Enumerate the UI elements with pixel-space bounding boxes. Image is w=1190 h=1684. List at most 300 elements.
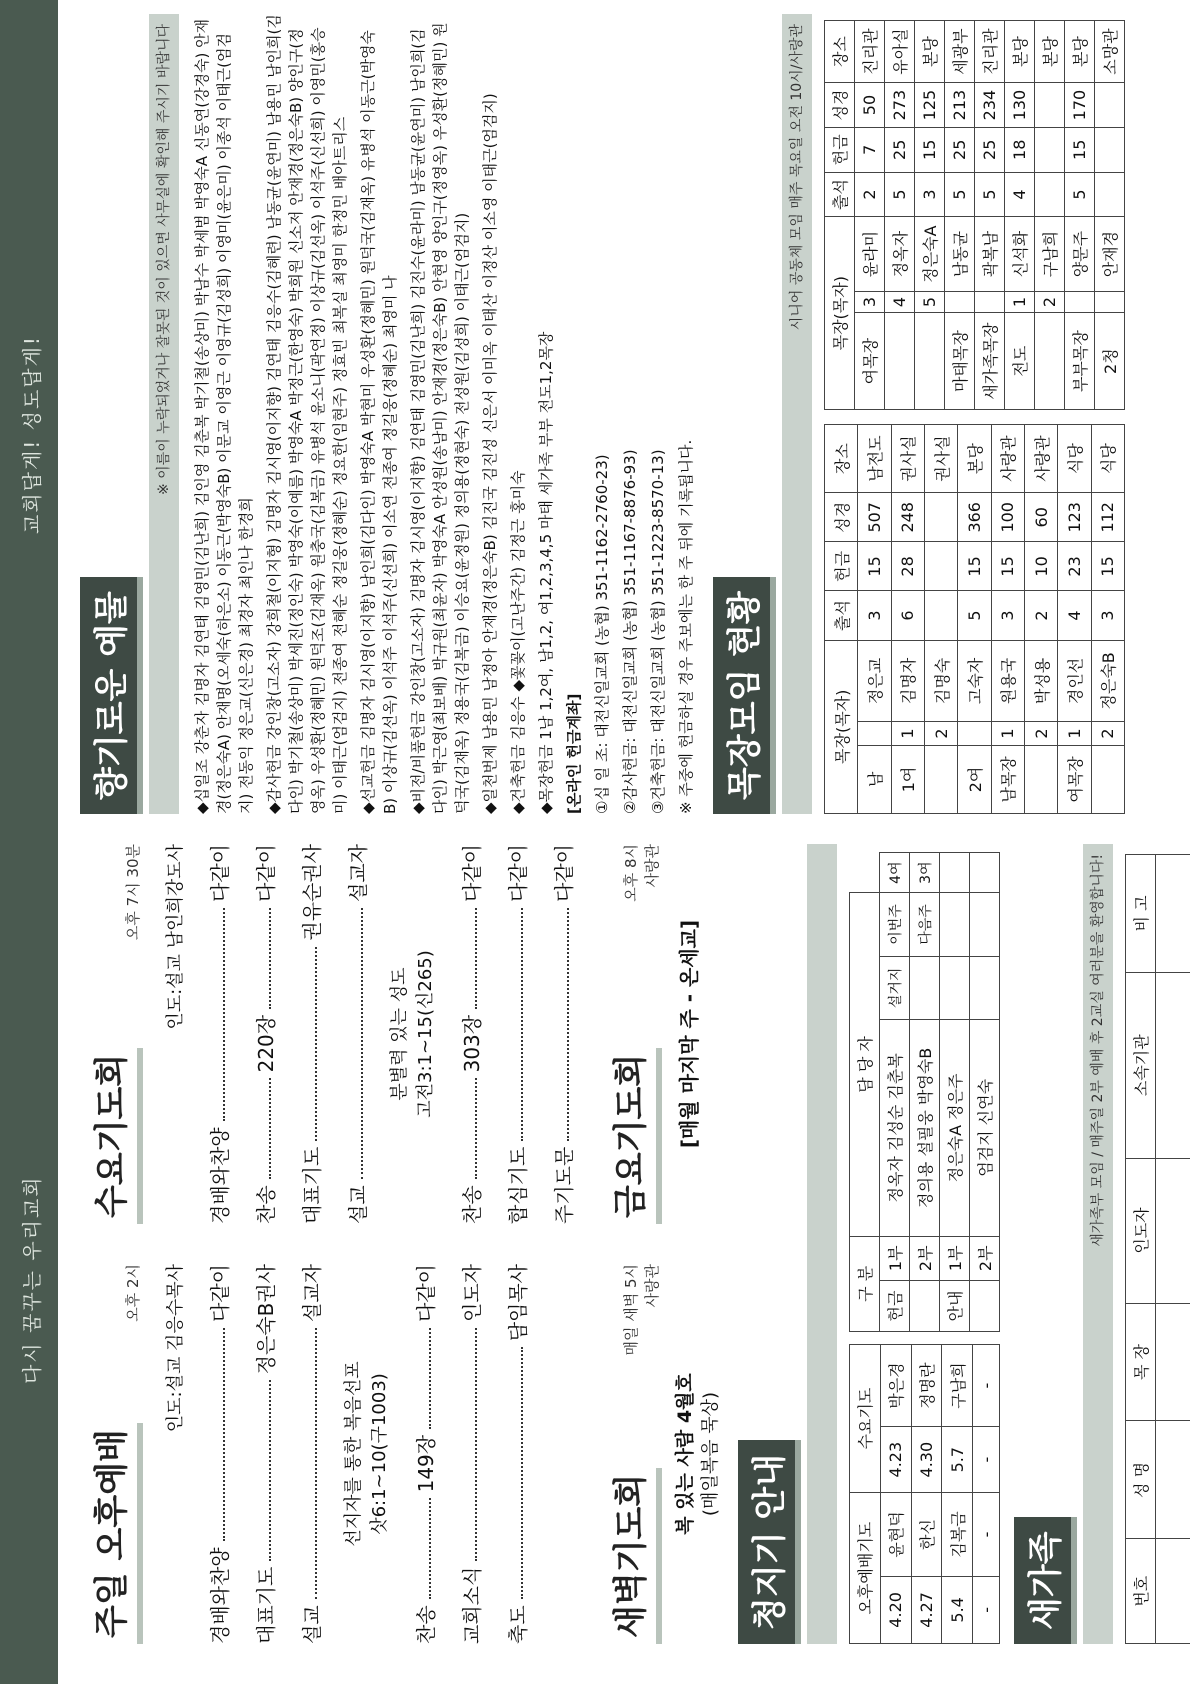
table-cell: 5 — [945, 172, 975, 217]
table-cell: 18 — [1005, 127, 1035, 172]
table-cell: 248 — [891, 493, 924, 542]
table-cell: 2부 — [970, 1236, 1000, 1280]
section-bar — [782, 14, 812, 814]
table-cell: 신석화 — [1005, 217, 1035, 291]
friday-time: 오후 8시 — [622, 844, 640, 902]
table-cell: 23 — [1058, 542, 1091, 591]
table-row — [1005, 21, 1035, 410]
leader-dots — [509, 908, 523, 1141]
table-row — [880, 1345, 911, 1644]
program-label: 설교 — [345, 1185, 370, 1224]
table-row — [915, 21, 945, 410]
table-cell — [1095, 127, 1125, 172]
service-time: 오후 2시 — [124, 1264, 142, 1322]
table-cell: 사랑관 — [1024, 425, 1057, 493]
table-cell: 28 — [891, 542, 924, 591]
program-row — [447, 844, 493, 1224]
section-bar — [149, 14, 179, 814]
dawn-place: 사랑관 — [643, 1264, 661, 1308]
sermon-ref: 삿6:1~10(구1003) — [369, 1373, 390, 1535]
table-row — [880, 853, 910, 1332]
table-cell: 6 — [891, 591, 924, 640]
table-cell — [940, 956, 970, 1019]
section-title: 주일 오후예배 — [80, 1423, 143, 1644]
table-cell: 4.27 — [911, 1576, 942, 1643]
cell-table-right — [824, 20, 1125, 410]
leader-dots — [509, 1347, 523, 1599]
table-cell: 25 — [945, 127, 975, 172]
table-cell: 5 — [885, 172, 915, 217]
table-cell: 박성용 — [1024, 640, 1057, 722]
col-head: 목장(목자) — [825, 217, 855, 410]
table-cell: 3여 — [910, 853, 940, 893]
table-cell: 남목장 — [991, 745, 1024, 813]
table-cell: 엄검지 신연숙 — [970, 1020, 1000, 1237]
table-cell — [1095, 291, 1125, 313]
table-cell: 윤라미 — [855, 217, 885, 291]
account-line: ①십 일 조: 대전신일교회 (농협) 351-1162-2760-23) — [593, 454, 611, 814]
table-cell: 15 — [915, 127, 945, 172]
table-cell: 여목장 — [855, 313, 885, 410]
table-cell: 다음주 — [910, 893, 940, 956]
service-time: 오후 7시 30분 — [124, 844, 142, 941]
table-row — [1058, 425, 1091, 814]
leader-dots — [349, 908, 363, 1179]
table-cell: 2 — [855, 172, 885, 217]
table-row — [858, 425, 891, 814]
col-head: 출석 — [825, 591, 858, 640]
table-cell — [958, 722, 991, 746]
sermon-title: 분별력 있는 성도 — [389, 967, 410, 1101]
leader-dots — [257, 908, 271, 1009]
section-title: 향기로운 예물 — [80, 577, 143, 814]
table-cell — [885, 313, 915, 410]
offering-paragraph: ◆비전/비품헌금 강인창(고소자) 김명자 김시영(이지향) 김연태 김영민(김난희) 김진수(윤라미) 남동균(윤연미) 남인희(김다인) 박근영(최보배) 박규원(최윤자) 박영숙A 안성원(송남미) 안재경(정은숙B) 안현영 양인구(정영옥) 우성환(정혜민) 원덕국(김재옥) 정용국(김복금) 이승요(윤정원) 정의용(정현숙) 전성원(김성희) 이태근(엄검지) — [409, 22, 471, 814]
dawn-line1: 복 있는 사람 4월호 — [674, 1373, 696, 1535]
table-row — [855, 21, 885, 410]
left-motto: 다시 꿈꾸는 우리교회 — [20, 1175, 44, 1384]
program-row — [287, 844, 333, 1224]
program-label: 축도 — [505, 1605, 530, 1644]
table-cell: 273 — [885, 83, 915, 128]
table-cell: 4.23 — [880, 1427, 911, 1493]
cell-note: 시니어 공동체 모임 매주 목요일 오전 10시/사랑관 — [789, 24, 805, 331]
table-cell: 1부 — [940, 1236, 970, 1280]
program-label: 합심기도 — [505, 1146, 530, 1224]
table-cell — [924, 493, 957, 542]
table-cell — [858, 722, 891, 746]
account-line: ②감사헌금: 대전신일교회 (농협) 351-1167-8876-93) — [621, 449, 639, 814]
table-cell: 부부목장 — [1065, 313, 1095, 410]
leader-dots — [303, 1328, 317, 1599]
table-cell: 4 — [1058, 591, 1091, 640]
table-cell: 안내 — [940, 1280, 970, 1331]
table-row — [1065, 21, 1095, 410]
program-who: 인도자 — [459, 1264, 484, 1322]
program-who: 정은숙B권사 — [253, 1264, 278, 1375]
cell-status-section — [713, 14, 1125, 814]
table-cell: 진리관 — [855, 21, 885, 83]
table-row — [1024, 425, 1057, 814]
table-cell: 본당 — [958, 425, 991, 493]
program-row — [195, 1264, 241, 1644]
table-cell: 5 — [1065, 172, 1095, 217]
table-cell: 김명숙 — [924, 640, 957, 722]
table-cell — [1035, 83, 1065, 128]
table-cell — [940, 893, 970, 956]
table-cell: 한신 — [911, 1493, 942, 1577]
table-cell: 소망관 — [1095, 21, 1125, 83]
table-cell: 15 — [958, 542, 991, 591]
table-cell — [1095, 83, 1125, 128]
table-cell — [915, 313, 945, 410]
right-page — [80, 14, 1120, 814]
sermon-ref: 고전3:1~15(신265) — [415, 950, 436, 1118]
offering-note: ※ 이름이 누락되었거나 잘못된 것이 있으면 사무실에 확인해 주시기 바랍니다 — [156, 24, 172, 496]
leader-dots — [463, 1078, 477, 1179]
col-head: 장소 — [825, 21, 855, 83]
table-row — [1035, 21, 1065, 410]
leader-dots — [303, 947, 317, 1141]
prayer-table — [849, 1344, 1000, 1644]
program-who: 담임목사 — [505, 1264, 530, 1342]
table-cell: 1 — [1005, 291, 1035, 313]
table-cell: 5.4 — [942, 1576, 973, 1643]
table-row — [911, 1345, 942, 1644]
friday-section — [599, 844, 724, 1224]
table-cell: 2 — [1024, 722, 1057, 746]
col-head: 출석 — [825, 172, 855, 217]
section-bar — [1083, 844, 1113, 1644]
table-cell: 2 — [924, 722, 957, 746]
table-cell: 4여 — [880, 853, 910, 893]
offering-paragraph: ◆일천번제 남용민 남정아 안재경(정은숙B) 김진국 김진성 신은서 이미옥 이태산 이정산 이소영 이태근(엄검지) — [481, 93, 499, 814]
table-cell: 3 — [855, 291, 885, 313]
table-cell: 식당 — [1058, 425, 1091, 493]
table-cell — [940, 853, 970, 893]
leader-dots — [211, 1328, 225, 1541]
table-cell: 진리관 — [975, 21, 1005, 83]
col-head: 담 당 자 — [850, 893, 880, 1236]
program-label: 주기도문 — [551, 1146, 576, 1224]
table-row — [958, 425, 991, 814]
table-cell — [945, 291, 975, 313]
table-cell: 정의용 설필웅 박영숙B — [910, 1020, 940, 1237]
table-cell: 고숙자 — [958, 640, 991, 722]
dawn-line2: (매일복음 묵상) — [700, 1391, 721, 1517]
section-title: 새가족 — [1014, 1517, 1077, 1644]
program-hymn: 220장 — [253, 1014, 278, 1073]
table-cell: 507 — [858, 493, 891, 542]
table-cell — [910, 1280, 940, 1331]
col-head: 수요기도 — [850, 1345, 881, 1493]
table-cell: 25 — [975, 127, 1005, 172]
table-cell: 사랑관 — [991, 425, 1024, 493]
table-cell: 2청 — [1095, 313, 1125, 410]
table-cell: 10 — [1024, 542, 1057, 591]
table-cell: 유아실 — [885, 21, 915, 83]
account-line: ③건축헌금: 대전신일교회 (농협) 351-1223-8570-13) — [649, 449, 667, 814]
leader-dots — [257, 1078, 271, 1179]
new-family-table — [1125, 854, 1190, 1644]
table-row — [973, 1345, 1000, 1644]
table-cell: 새가족목장 — [975, 313, 1005, 410]
col-head: 오후예배기도 — [850, 1493, 881, 1644]
table-cell: 본당 — [1065, 21, 1095, 83]
table-cell: 366 — [958, 493, 991, 542]
col-head: 헌금 — [825, 127, 855, 172]
offering-section — [80, 14, 697, 814]
table-cell: 2여 — [958, 745, 991, 813]
table-cell: 이번주 — [880, 893, 910, 956]
table-row — [940, 853, 970, 1332]
leader-dots — [417, 1498, 431, 1599]
new-family-section — [1014, 844, 1190, 1644]
new-family-note2: 여러분을 환영합니다! — [1090, 854, 1106, 986]
table-cell: 1여 — [891, 745, 924, 813]
friday-place: 사랑관 — [643, 844, 661, 888]
table-row — [942, 1345, 973, 1644]
table-cell — [970, 1280, 1000, 1331]
table-row — [975, 21, 1005, 410]
table-cell: 윤현덕 — [880, 1493, 911, 1577]
table-row — [945, 21, 975, 410]
table-cell: 123 — [1058, 493, 1091, 542]
table-cell — [975, 291, 1005, 313]
table-row — [924, 425, 957, 814]
table-cell: 2 — [1091, 722, 1124, 746]
table-cell: - — [973, 1576, 1000, 1643]
table-row — [1095, 21, 1125, 410]
table-cell: 213 — [945, 83, 975, 128]
table-cell — [1095, 172, 1125, 217]
table-cell — [1024, 745, 1057, 813]
col-head: 성 명 — [1126, 1421, 1156, 1539]
table-cell — [910, 956, 940, 1019]
program-label: 경배와찬양 — [207, 1127, 232, 1224]
table-cell — [1035, 127, 1065, 172]
program-row — [287, 1264, 333, 1644]
table-row — [991, 425, 1024, 814]
table-cell — [970, 956, 1000, 1019]
table-cell: 5 — [915, 291, 945, 313]
offering-paragraph: ◆감사헌금 강인창(고소자) 강희철(이지형) 김명자 김시영(이지향) 김연태 김응수(김혜련) 남동균(윤연미) 남용민 남인희(김다인) 박기철(송상미) 박세진(정인숙) 박영숙(이예름) 박영숙A 박정근(한영숙) 박희원 신소저 안재경(정은숙B) 양인구(정영옥) 우성환(정혜민) 원덕조(김재옥) 원충국(김복금) 유병석 윤소니(곽연정) 이상규(김선옥) 이석주(신선희) 이영민(홍승미) 이태근(엄검지) 전종여 전혜순 정길웅(정혜순) 정요한(임현주) 정효빈 최복실 최영미 한정민 배아트리스 — [265, 14, 349, 814]
table-cell: 7 — [855, 127, 885, 172]
table-cell: 남전도 — [858, 425, 891, 493]
section-bar — [807, 844, 837, 1644]
table-cell — [1035, 172, 1065, 217]
table-cell: 설거지 — [880, 956, 910, 1019]
col-head: 헌금 — [825, 542, 858, 591]
leader-dots — [555, 908, 569, 1141]
table-cell: 정은숙A 정은주 — [940, 1020, 970, 1237]
leader-dots — [463, 1328, 477, 1561]
friday-line: [매월 마지막 주 - 온세교] — [677, 919, 701, 1149]
table-cell: 1 — [1058, 722, 1091, 746]
account-line: ※ 주중에 헌금하실 경우 주보에는 한 주 뒤에 기록됩니다. — [677, 439, 695, 814]
section-title: 목장모임 현황 — [713, 577, 776, 814]
table-cell: 1부 — [880, 1236, 910, 1280]
col-head: 성경 — [825, 493, 858, 542]
sermon-title: 선지자를 통한 복음선포 — [343, 1361, 364, 1547]
program-row — [195, 844, 241, 1224]
table-cell: 170 — [1065, 83, 1095, 128]
program-hymn: 303장 — [459, 1014, 484, 1073]
col-head: 구 분 — [850, 1236, 880, 1331]
program-row — [333, 844, 379, 1224]
service-guide-section — [738, 844, 1000, 1644]
table-cell: 본당 — [1035, 21, 1065, 83]
wednesday-section — [80, 844, 585, 1224]
table-cell: 정옥자 김성순 김춘복 — [880, 1020, 910, 1237]
table-cell: 1 — [991, 722, 1024, 746]
program-row — [241, 1264, 287, 1644]
leader: 인도:설교 남인희강도사 — [165, 844, 186, 1030]
table-cell: 15 — [991, 542, 1024, 591]
table-cell: 3 — [858, 591, 891, 640]
table-cell: 권사실 — [924, 425, 957, 493]
section-title: 수요기도회 — [80, 1048, 143, 1224]
program-row — [241, 844, 287, 1224]
table-cell — [924, 745, 957, 813]
table-cell: 234 — [975, 83, 1005, 128]
table-cell: 1 — [891, 722, 924, 746]
program-who: 설교자 — [299, 1264, 324, 1322]
table-row — [885, 21, 915, 410]
table-cell: 4 — [885, 291, 915, 313]
table-cell: 정은숙A — [915, 217, 945, 291]
program-label: 교회소식 — [459, 1566, 484, 1644]
table-cell: 정옥자 — [885, 217, 915, 291]
col-head: 비 고 — [1126, 855, 1156, 973]
table-cell: 15 — [1091, 542, 1124, 591]
right-motto: 교회답게! 성도답게! — [20, 335, 44, 534]
leader-dots — [463, 908, 477, 1009]
program-label: 설교 — [299, 1605, 324, 1644]
col-head: 인도자 — [1126, 1158, 1156, 1303]
table-cell: 마태목장 — [945, 313, 975, 410]
table-cell: 본당 — [915, 21, 945, 83]
program-who: 다같이 — [505, 844, 530, 902]
left-page — [80, 843, 1151, 1644]
table-cell — [1091, 745, 1124, 813]
table-cell: 50 — [855, 83, 885, 128]
table-cell: 3 — [1091, 591, 1124, 640]
table-cell — [1065, 291, 1095, 313]
offering-paragraph: ◆목장헌금 1남 1,2여, 남1,2, 여1,2,3,4,5 마태 세가족 부부 전도1,2목장 — [537, 331, 555, 814]
header-band — [0, 0, 58, 1684]
table-cell: 헌금 — [880, 1280, 910, 1331]
dawn-section — [599, 1264, 724, 1644]
table-cell: 130 — [1005, 83, 1035, 128]
table-cell — [1035, 313, 1065, 410]
table-cell: 남동균 — [945, 217, 975, 291]
table-cell: 본당 — [1005, 21, 1035, 83]
table-cell: 60 — [1024, 493, 1057, 542]
table-cell: - — [973, 1345, 1000, 1427]
table-cell: 25 — [885, 127, 915, 172]
program-hymn: 149장 — [413, 1434, 438, 1493]
table-cell: 원용국 — [991, 640, 1024, 722]
program-row — [401, 1264, 447, 1644]
table-cell: 4.20 — [880, 1576, 911, 1643]
table-cell: 안재경 — [1095, 217, 1125, 291]
program-who: 다같이 — [207, 1264, 232, 1322]
table-cell — [924, 591, 957, 640]
program-who: 권유순권사 — [299, 844, 324, 941]
table-cell — [970, 893, 1000, 956]
table-cell: 박은경 — [880, 1345, 911, 1427]
table-cell: - — [973, 1427, 1000, 1493]
table-cell: 4 — [1005, 172, 1035, 217]
table-cell: 식당 — [1091, 425, 1124, 493]
table-cell — [970, 853, 1000, 893]
leader-dots — [257, 1380, 271, 1560]
program-label: 대표기도 — [299, 1146, 324, 1224]
section-title: 새벽기도회 — [599, 1468, 662, 1644]
duty-table — [849, 852, 1000, 1332]
table-cell: 세광부 — [945, 21, 975, 83]
table-cell: 김복금 — [942, 1493, 973, 1577]
col-head: 성경 — [825, 83, 855, 128]
section-title: 금요기도회 — [599, 1048, 662, 1224]
table-cell: 5.7 — [942, 1427, 973, 1493]
table-cell: 15 — [1065, 127, 1095, 172]
new-family-note1: 새가족부 모임 / 매주일 2부 예배 후 2교실 — [1090, 990, 1106, 1247]
online-title: [온라인 헌금계좌] — [565, 693, 583, 814]
offering-paragraph: ◆건축헌금 김응수 ◆꽃꽂이(고난주간) 김정근 홍미숙 — [509, 470, 527, 814]
table-cell — [924, 542, 957, 591]
program-row — [447, 1264, 493, 1644]
table-cell: 경인선 — [1058, 640, 1091, 722]
offering-paragraph: ◆십일조 강춘자 김명자 김연태 김영민(김난희) 김인영 김춘복 박기철(송상미) 박남수 박세범 박영숙A 신동연(강경숙) 안재경(정은숙A) 안재명(오세숙(하은소) 이동근(박영숙B) 이문교 이영근 이영규(김성희) 이영미(윤은미) 이종석 이태근(엄검지) 전동익 정은교(신은경) 최경자 최인나 한경희 — [193, 18, 255, 814]
program-who: 다같이 — [413, 1263, 438, 1322]
program-who: 설교자 — [345, 844, 370, 902]
col-head: 번호 — [1126, 1539, 1156, 1644]
program-who: 다같이 — [551, 844, 576, 902]
table-cell: 15 — [858, 542, 891, 591]
table-row — [1091, 425, 1124, 814]
col-head: 목장(목자) — [825, 640, 858, 813]
table-cell: 2 — [1035, 291, 1065, 313]
program-who: 다같이 — [207, 844, 232, 902]
table-cell: 여목장 — [1058, 745, 1091, 813]
program-label: 대표기도 — [253, 1566, 278, 1644]
table-cell: 권사실 — [891, 425, 924, 493]
table-cell: 100 — [991, 493, 1024, 542]
table-cell: 5 — [958, 591, 991, 640]
program-who: 다같이 — [253, 843, 278, 902]
program-who: 다같이 — [459, 843, 484, 902]
table-cell: 김명자 — [891, 640, 924, 722]
program-label: 경배와찬양 — [207, 1547, 232, 1644]
table-row — [970, 853, 1000, 1332]
table-cell: 정명란 — [911, 1345, 942, 1427]
table-cell: 3 — [915, 172, 945, 217]
program-row — [493, 1264, 539, 1644]
table-cell: 112 — [1091, 493, 1124, 542]
table-row — [891, 425, 924, 814]
table-cell: 3 — [991, 591, 1024, 640]
program-row — [493, 844, 539, 1224]
col-head: 목 장 — [1126, 1303, 1156, 1421]
program-label: 찬송 — [253, 1185, 278, 1224]
table-cell: 4.30 — [911, 1427, 942, 1493]
table-cell: 구남희 — [942, 1345, 973, 1427]
table-cell: 2부 — [910, 1236, 940, 1280]
leader: 인도:설교 김응수목사 — [165, 1264, 186, 1433]
table-cell: 125 — [915, 83, 945, 128]
